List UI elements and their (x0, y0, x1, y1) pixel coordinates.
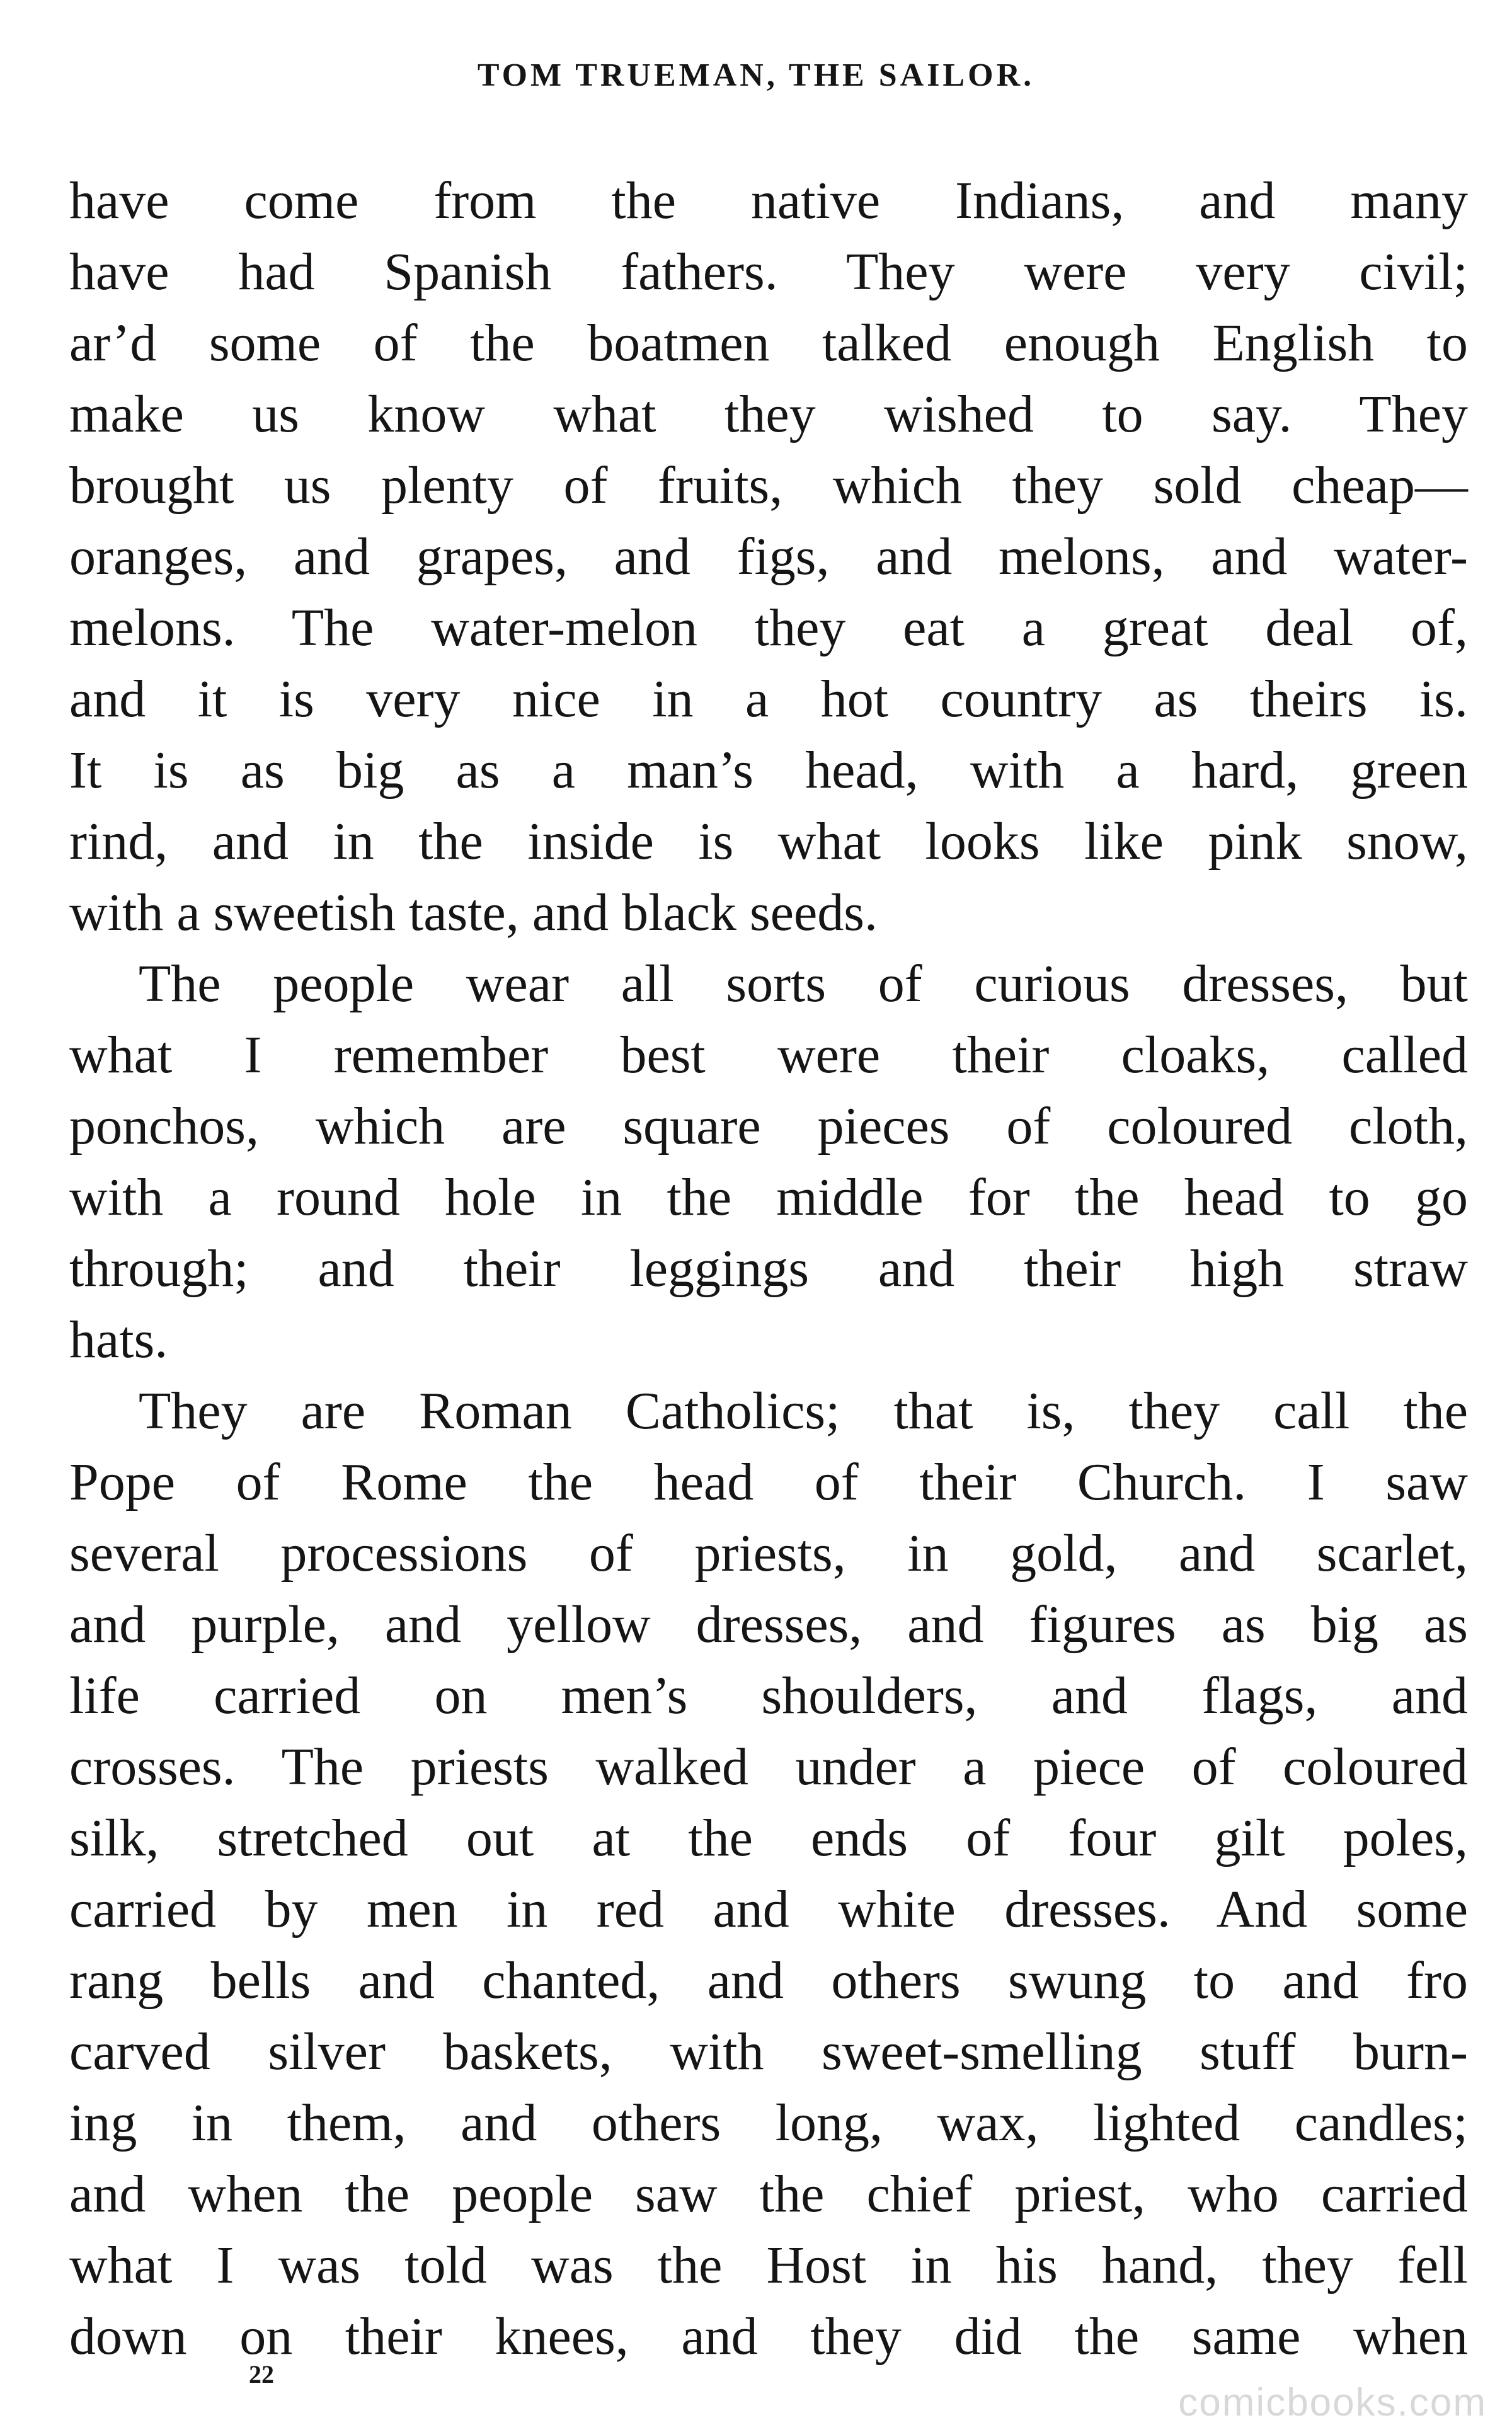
text-line: what I was told was the Host in his hand, they fell (69, 2236, 1468, 2295)
text-line: It is as big as a man’s head, with a hard, green (69, 741, 1468, 800)
text-line: melons. The water-melon they eat a great deal of, (69, 599, 1468, 657)
text-line: ar’d some of the boatmen talked enough English to (69, 314, 1468, 372)
text-line: make us know what they wished to say. They (69, 385, 1468, 444)
text-line: rang bells and chanted, and others swung to and fro (69, 1951, 1468, 2010)
paragraph (69, 948, 1468, 1375)
text-line: carved silver baskets, with sweet-smelling stuff burn- (69, 2022, 1468, 2081)
text-line: Pope of Rome the head of their Church. I saw (69, 1453, 1468, 1511)
text-line: They are Roman Catholics; that is, they call the (139, 1382, 1468, 1440)
text-line: and it is very nice in a hot country as theirs is. (69, 670, 1468, 728)
text-line: through; and their leggings and their high straw (69, 1239, 1468, 1298)
text-line: and purple, and yellow dresses, and figures as big as (69, 1595, 1468, 1654)
text-line: rind, and in the inside is what looks like pink snow, (69, 812, 1468, 871)
text-line: ponchos, which are square pieces of coloured cloth, (69, 1097, 1468, 1155)
text-line: have had Spanish fathers. They were very civil; (69, 243, 1468, 301)
text-line: silk, stretched out at the ends of four gilt poles, (69, 1809, 1468, 1867)
text-line: life carried on men’s shoulders, and flags, and (69, 1666, 1468, 1725)
text-line: have come from the native Indians, and many (69, 171, 1468, 230)
text-line: with a sweetish taste, and black seeds. (69, 883, 878, 942)
watermark: comicbooks.com (1178, 2381, 1487, 2424)
text-line: oranges, and grapes, and figs, and melons, and water- (69, 527, 1468, 586)
text-line: down on their knees, and they did the same when (69, 2307, 1468, 2366)
text-line: several processions of priests, in gold, and scarlet, (69, 1524, 1468, 1583)
paragraph (69, 1375, 1468, 2372)
text-line: carried by men in red and white dresses. And some (69, 1880, 1468, 1939)
text-line: and when the people saw the chief priest, who carried (69, 2165, 1468, 2223)
text-line: ing in them, and others long, wax, lighted candles; (69, 2094, 1468, 2152)
paragraph (69, 165, 1468, 948)
text-line: hats. (69, 1310, 168, 1369)
running-head: TOM TRUEMAN, THE SAILOR. (477, 57, 1035, 93)
text-line: The people wear all sorts of curious dresses, but (139, 955, 1468, 1013)
body-text (69, 165, 1468, 2372)
page-number: 22 (249, 2360, 274, 2388)
text-line: what I remember best were their cloaks, called (69, 1026, 1468, 1084)
text-line: with a round hole in the middle for the head to go (69, 1168, 1468, 1227)
text-line: brought us plenty of fruits, which they sold cheap— (69, 456, 1468, 515)
text-line: crosses. The priests walked under a piece of coloured (69, 1738, 1468, 1796)
